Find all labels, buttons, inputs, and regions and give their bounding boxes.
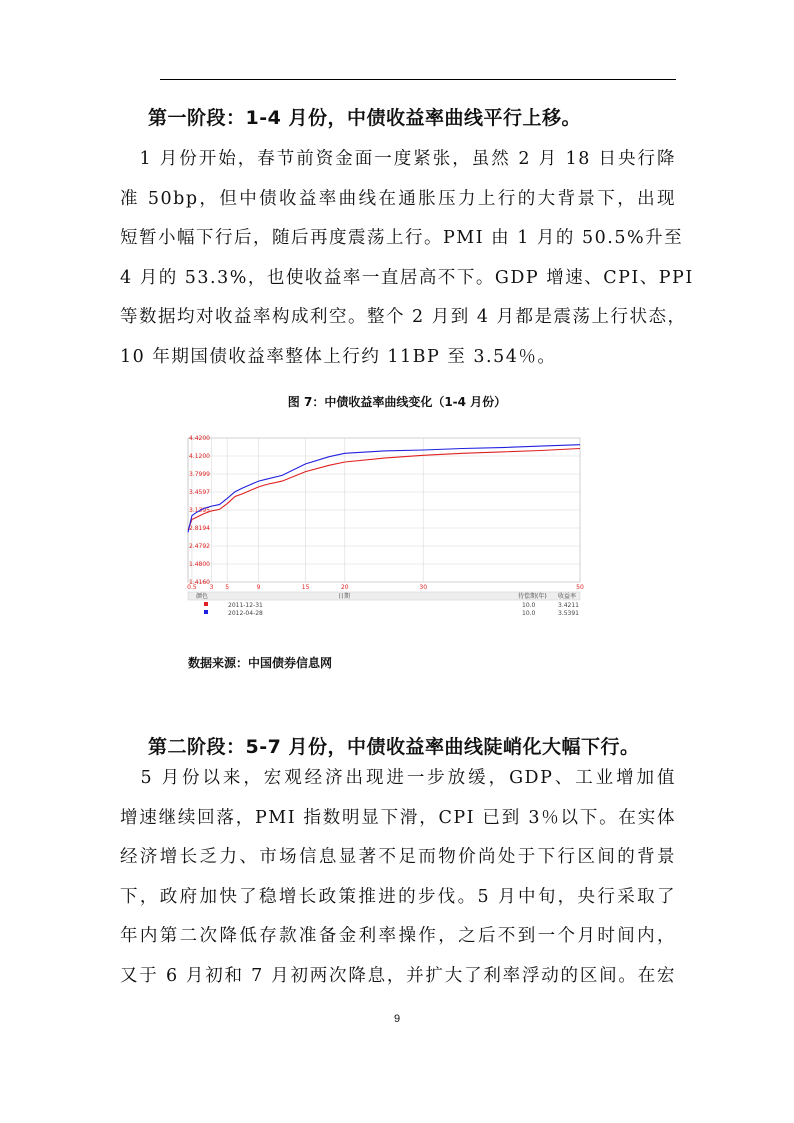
section1-paragraph	[120, 140, 694, 377]
paragraph-line: 5 月份以来，宏观经济出现进一步放缓，GDP、工业增加值	[120, 768, 676, 788]
chart-legend	[188, 592, 580, 617]
paragraph-line: 短暂小幅下行后，随后再度震荡上行。PMI 由 1 月的 50.5%升至	[120, 228, 684, 248]
x-tick-label: 15	[301, 584, 310, 591]
paragraph-line: 1 月份开始，春节前资金面一度紧张，虽然 2 月 18 日央行降	[120, 149, 676, 169]
y-tick-label: 1.4800	[189, 561, 210, 568]
y-tick-label: 1.4160	[189, 579, 210, 586]
paragraph-line: 又于 6 月初和 7 月初两次降息，并扩大了利率浮动的区间。在宏	[120, 965, 676, 986]
y-tick-label: 3.1395	[189, 507, 210, 514]
chart-canvas	[178, 432, 590, 632]
x-tick-label: 5	[225, 584, 230, 591]
legend-header: 颜色	[196, 593, 209, 600]
legend-color-swatch	[204, 610, 208, 614]
yield-curve-chart	[178, 432, 590, 632]
x-tick-label: 9	[256, 584, 261, 591]
paragraph-line: 下，政府加快了稳增长政策推进的步伐。5 月中旬，央行采取了	[120, 886, 676, 907]
section2-heading: 第二阶段：5-7 月份，中债收益率曲线陡峭化大幅下行。	[148, 736, 640, 758]
legend-yield: 3.4211	[558, 602, 579, 609]
paragraph-line: 年内第二次降低存款准备金利率操作，之后不到一个月时间内，	[120, 926, 676, 946]
y-tick-label: 3.7999	[189, 471, 210, 478]
legend-date: 2012-04-28	[228, 610, 263, 617]
header-rule	[160, 79, 676, 80]
paragraph-line: 经济增长乏力、市场信息显著不足而物价尚处于下行区间的背景	[120, 847, 676, 867]
x-tick-label: 3	[209, 584, 214, 591]
y-tick-label: 2.8194	[189, 525, 210, 532]
x-tick-labels	[187, 584, 584, 591]
legend-date: 2011-12-31	[228, 602, 263, 609]
page-number: 9	[393, 1013, 401, 1025]
legend-header: 待偿期(年)	[518, 593, 547, 600]
y-tick-label: 2.4792	[189, 543, 210, 550]
x-tick-label: 0.5	[187, 584, 197, 591]
paragraph-line: 增速继续回落，PMI 指数明显下滑，CPI 已到 3％以下。在实体	[120, 807, 676, 828]
paragraph-line: 4 月的 53.3%，也使收益率一直居高不下。GDP 增速、CPI、PPI	[120, 267, 694, 288]
legend-header: 日期	[338, 593, 351, 600]
legend-maturity: 10.0	[522, 610, 536, 617]
section2-paragraph	[120, 759, 676, 996]
section1-heading: 第一阶段：1-4 月份，中债收益率曲线平行上移。	[148, 107, 581, 129]
figure-source: 数据来源：中国债券信息网	[188, 656, 333, 670]
legend-header: 收益率	[558, 593, 577, 600]
legend-maturity: 10.0	[522, 602, 536, 609]
paragraph-line: 等数据均对收益率构成利空。整个 2 月到 4 月都是震荡上行状态，	[120, 307, 687, 327]
paragraph-line: 准 50bp，但中债收益率曲线在通胀压力上行的大背景下，出现	[120, 188, 676, 209]
figure-title: 图 7：中债收益率曲线变化（1-4 月份）	[287, 395, 507, 409]
y-tick-label: 4.4200	[189, 435, 210, 442]
y-tick-label: 4.1200	[189, 453, 210, 460]
y-tick-label: 3.4597	[189, 489, 210, 496]
paragraph-line: 10 年期国债收益率整体上行约 11BP 至 3.54％。	[120, 346, 557, 367]
x-tick-label: 20	[340, 584, 349, 591]
legend-color-swatch	[204, 602, 208, 606]
x-tick-label: 50	[576, 584, 584, 591]
x-tick-label: 30	[419, 584, 428, 591]
legend-yield: 3.5391	[558, 610, 579, 617]
